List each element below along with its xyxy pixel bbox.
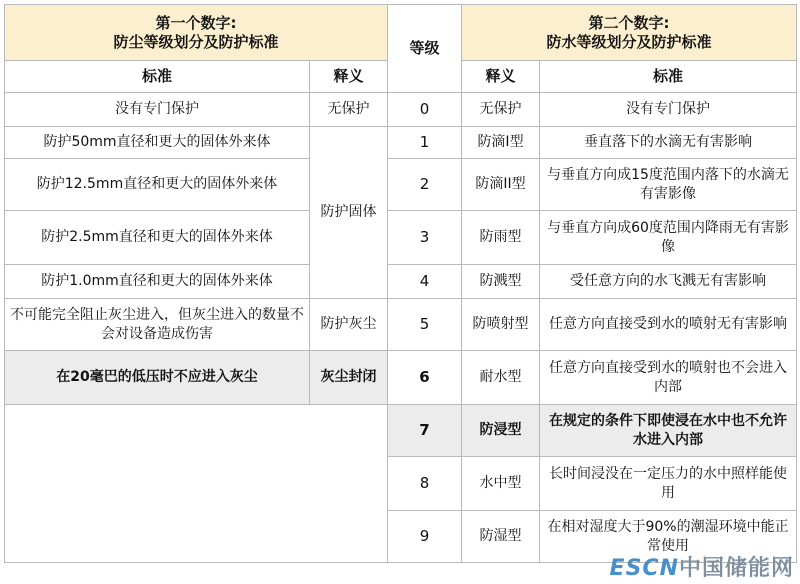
water-meaning-4: 防溅型 [462, 265, 540, 299]
dust-meaning-1-4: 防护固体 [310, 127, 388, 299]
water-meaning-0: 无保护 [462, 93, 540, 127]
water-meaning-8: 水中型 [462, 457, 540, 511]
dust-section-header [5, 5, 388, 61]
water-meaning-6: 耐水型 [462, 351, 540, 405]
level-3: 3 [388, 211, 462, 265]
water-standard-7: 在规定的条件下即使浸在水中也不允许水进入内部 [540, 405, 797, 457]
ip-rating-table [4, 4, 797, 563]
watermark-en: ESCN [609, 556, 679, 581]
water-header-line1: 第二个数字: [588, 13, 670, 32]
water-meaning-column: 释义 [462, 61, 540, 93]
dust-empty-cell [5, 405, 388, 563]
level-8: 8 [388, 457, 462, 511]
level-1: 1 [388, 127, 462, 159]
water-standard-0: 没有专门保护 [540, 93, 797, 127]
dust-standard-4: 防护1.0mm直径和更大的固体外来体 [5, 265, 310, 299]
level-6: 6 [388, 351, 462, 405]
water-meaning-3: 防雨型 [462, 211, 540, 265]
water-standard-6: 任意方向直接受到水的喷射也不会进入内部 [540, 351, 797, 405]
water-standard-4: 受任意方向的水飞溅无有害影响 [540, 265, 797, 299]
water-header-line2: 防水等级划分及防护标准 [546, 32, 712, 51]
dust-standard-2: 防护12.5mm直径和更大的固体外来体 [5, 159, 310, 211]
water-meaning-5: 防喷射型 [462, 299, 540, 351]
dust-meaning-5: 防护灰尘 [310, 299, 388, 351]
dust-standard-6: 在20毫巴的低压时不应进入灰尘 [5, 351, 310, 405]
water-standard-3: 与垂直方向成60度范围内降雨无有害影像 [540, 211, 797, 265]
dust-standard-3: 防护2.5mm直径和更大的固体外来体 [5, 211, 310, 265]
dust-standard-5: 不可能完全阻止灰尘进入，但灰尘进入的数量不会对设备造成伤害 [5, 299, 310, 351]
dust-standard-1: 防护50mm直径和更大的固体外来体 [5, 127, 310, 159]
level-4: 4 [388, 265, 462, 299]
level-7: 7 [388, 405, 462, 457]
water-standard-5: 任意方向直接受到水的喷射无有害影响 [540, 299, 797, 351]
water-section-header [462, 5, 797, 61]
dust-standard-column: 标准 [5, 61, 310, 93]
water-meaning-1: 防滴I型 [462, 127, 540, 159]
water-meaning-2: 防滴II型 [462, 159, 540, 211]
dust-meaning-0: 无保护 [310, 93, 388, 127]
level-5: 5 [388, 299, 462, 351]
watermark-cn: 中国储能网 [678, 556, 794, 581]
water-standard-9: 在相对湿度大于90%的潮湿环境中能正常使用 [540, 511, 797, 563]
water-standard-8: 长时间浸没在一定压力的水中照样能使用 [540, 457, 797, 511]
water-standard-2: 与垂直方向成15度范围内落下的水滴无有害影像 [540, 159, 797, 211]
level-0: 0 [388, 93, 462, 127]
dust-standard-0: 没有专门保护 [5, 93, 310, 127]
water-standard-1: 垂直落下的水滴无有害影响 [540, 127, 797, 159]
water-meaning-7: 防浸型 [462, 405, 540, 457]
level-header: 等级 [388, 5, 462, 93]
level-9: 9 [388, 511, 462, 563]
water-meaning-9: 防湿型 [462, 511, 540, 563]
dust-meaning-6: 灰尘封闭 [310, 351, 388, 405]
dust-meaning-column: 释义 [310, 61, 388, 93]
level-2: 2 [388, 159, 462, 211]
dust-header-line1: 第一个数字: [155, 13, 237, 32]
dust-header-line2: 防尘等级划分及防护标准 [113, 32, 279, 51]
water-standard-column: 标准 [540, 61, 797, 93]
watermark-logo [610, 551, 794, 582]
